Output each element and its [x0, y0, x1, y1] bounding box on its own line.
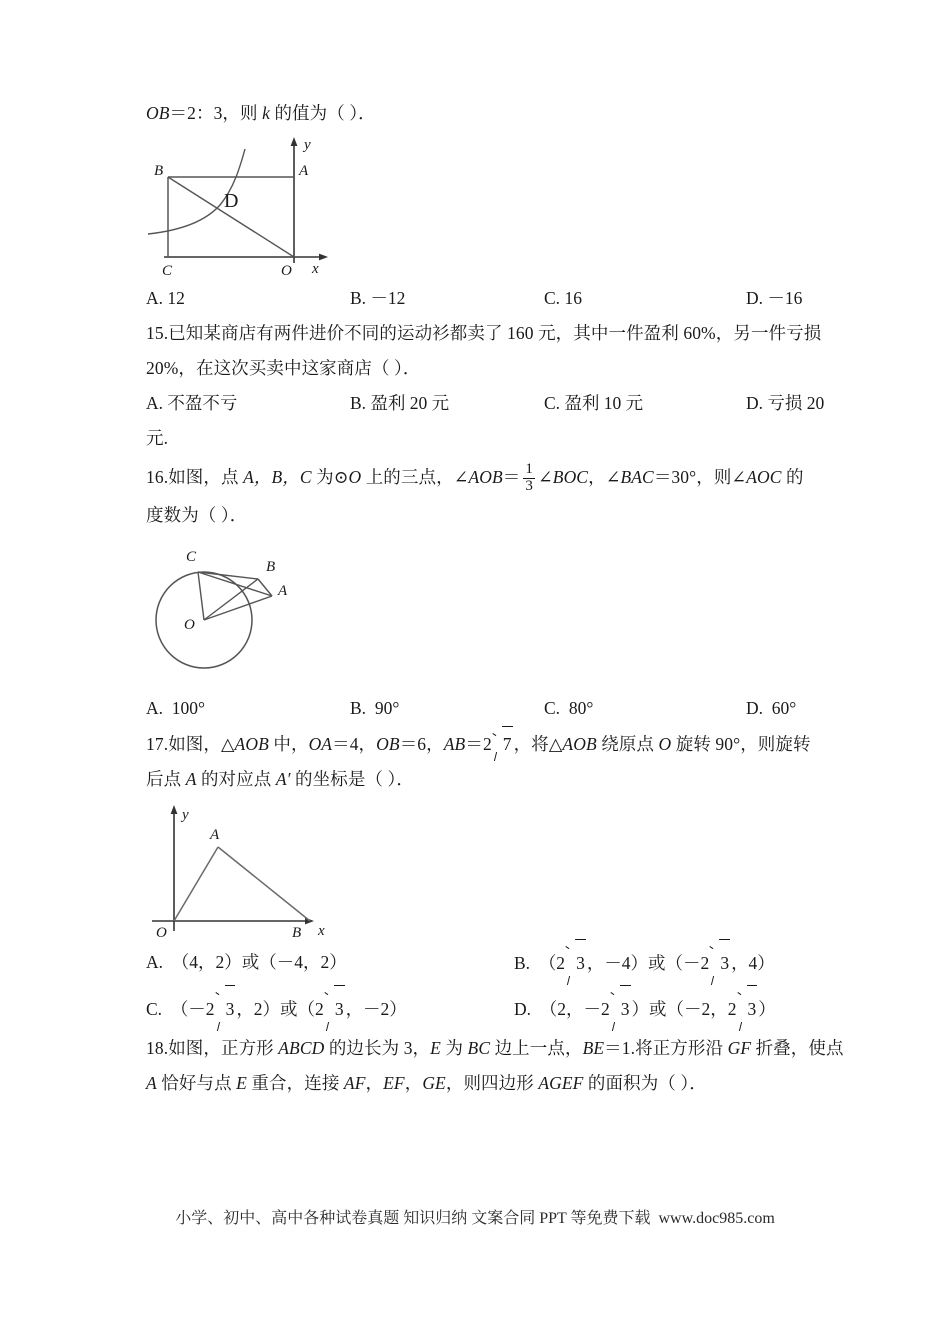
q15-option-a[interactable]: [146, 386, 237, 421]
q15-line-2: [146, 351, 818, 386]
q18-text-line2-c: ，: [365, 1073, 384, 1093]
q17-text-f: ，将△: [513, 734, 563, 754]
q18-text-line2-e: ，则四边形: [445, 1073, 539, 1093]
q14-label-C: C: [162, 263, 173, 279]
q18-point-E-2: E: [236, 1073, 247, 1093]
q18-text-line2-d: ，: [404, 1073, 423, 1093]
q17-label-A: A: [210, 827, 220, 843]
q14-label-O: O: [281, 263, 292, 279]
q17-option-c-radicand-1: 3: [225, 985, 236, 1032]
q16-option-b[interactable]: [350, 691, 399, 726]
q14-option-c-key: C.: [544, 288, 561, 308]
q17-point-A: A: [185, 769, 197, 789]
q14-label-D: D: [224, 190, 239, 212]
q17-sqrt-radicand: 7: [502, 726, 513, 762]
q16-option-c[interactable]: [544, 691, 593, 726]
q18-point-E: E: [430, 1038, 441, 1058]
q16-angle-AOB: AOB: [468, 467, 503, 487]
q17-seg-AB: AB: [443, 734, 466, 754]
q18-text-f: 折叠，使点: [751, 1038, 844, 1058]
q15-option-c-key: C.: [544, 393, 561, 413]
q14-mid-text: ＝2：3，则: [169, 103, 263, 123]
q18-text-b: 的边长为 3，: [324, 1038, 431, 1058]
q14-figure: [146, 131, 818, 281]
q16-label-A: A: [278, 583, 288, 599]
q16-fraction-numerator: 1: [525, 461, 534, 478]
q18-seg-BC: BC: [467, 1038, 491, 1058]
q14-option-b-key: B.: [350, 288, 367, 308]
q14-option-b[interactable]: [350, 281, 405, 316]
q17-label-O: O: [156, 925, 167, 939]
q17-options-row-2: [146, 985, 818, 1031]
q14-label-y-axis: y: [304, 137, 311, 153]
q16-option-b-text: 90°: [374, 698, 400, 718]
q17-line-2: [146, 762, 818, 797]
q18-text-a: 如图，正方形: [168, 1038, 279, 1058]
q17-option-d-sqrt-2: [738, 985, 758, 1032]
page-footer: [0, 1205, 950, 1228]
q17-option-d-p2: ）或（－2，2: [631, 999, 737, 1019]
q17-options-row-1: [146, 939, 818, 985]
q15-option-d-wrap-text: 元.: [146, 428, 169, 448]
q14-label-B: B: [154, 163, 164, 179]
q17-text-line2-a: 后点: [146, 769, 186, 789]
q17-text-b: 中，: [268, 734, 309, 754]
q17-option-b-key: B.: [514, 953, 531, 973]
q17-option-b-p4: ，4）: [731, 953, 775, 973]
q14-option-d-text: －16: [767, 288, 803, 308]
q16-option-c-key: C.: [544, 698, 561, 718]
q16-text-line2: 度数为（ ）．: [146, 505, 248, 525]
q16-text-c: 上的三点，∠: [361, 467, 469, 487]
q17-option-b-p0: （2: [538, 953, 566, 973]
q17-option-b-radicand-2: 3: [719, 939, 730, 986]
q17-option-d-p0: （2，－2: [539, 999, 610, 1019]
q16-option-a-key: A.: [146, 698, 164, 718]
q14-option-d[interactable]: [746, 281, 802, 316]
q14-option-a[interactable]: [146, 281, 185, 316]
q17-seg-OA: OA: [308, 734, 333, 754]
q17-option-c-sqrt-2: [325, 985, 345, 1032]
q17-origin-O: O: [658, 734, 672, 754]
q17-triangle-AOB-2: AOB: [562, 734, 597, 754]
q18-text-line2-f: 的面积为（ ）．: [583, 1073, 707, 1093]
q16-option-a-text: 100°: [171, 698, 206, 718]
q16-points-label: A，B，C: [243, 467, 312, 487]
q16-text-e: ，∠: [588, 467, 621, 487]
q16-angle-AOC: AOC: [746, 467, 782, 487]
q17-option-d-key: D.: [514, 999, 532, 1019]
q17-option-d-p4: ）: [758, 999, 776, 1019]
q17-option-c-key: C.: [146, 999, 163, 1019]
q18-text-d: 边上一点，: [490, 1038, 583, 1058]
q16-line-1: [146, 456, 818, 498]
page-content: [146, 96, 844, 1101]
q16-option-b-key: B.: [350, 698, 367, 718]
q16-option-c-text: 80°: [568, 698, 594, 718]
q16-label-O: O: [184, 617, 195, 633]
q17-option-a-text: （4，2）或（－4，2）: [171, 952, 347, 972]
q17-option-b[interactable]: [514, 939, 775, 986]
q18-text-line2-b: 重合，连接: [246, 1073, 344, 1093]
q16-number: 16.: [146, 467, 169, 487]
q16-label-C: C: [186, 549, 197, 565]
q15-option-d-wrap: [146, 421, 818, 456]
q18-text-e: ＝1.将正方形沿: [604, 1038, 728, 1058]
q17-option-c-p4: ，－2）: [345, 999, 407, 1019]
q17-label-y-axis: y: [182, 807, 189, 823]
q17-option-c[interactable]: [146, 985, 407, 1032]
q17-option-b-sqrt-2: [710, 939, 730, 986]
q15-option-a-text: 不盈不亏: [167, 393, 238, 413]
q16-options-row: [146, 691, 818, 726]
q15-option-b[interactable]: [350, 386, 449, 421]
q18-text-line2-a: 恰好与点: [156, 1073, 237, 1093]
q18-seg-GE: GE: [422, 1073, 446, 1093]
q17-option-c-radicand-2: 3: [334, 985, 345, 1032]
q15-option-d-text: 亏损 20: [767, 393, 825, 413]
q14-option-a-key: A.: [146, 288, 164, 308]
q17-label-x-axis: x: [318, 923, 325, 939]
q14-label-A: A: [299, 163, 309, 179]
q17-text-h: 旋转 90°，则旋转: [671, 734, 811, 754]
q15-text-line2: 20%，在这次买卖中这家商店（ ）．: [146, 358, 421, 378]
q16-option-d[interactable]: [746, 691, 796, 726]
q18-text-c: 为: [440, 1038, 468, 1058]
q17-sqrt-seven: [493, 726, 513, 762]
q16-option-d-text: 60°: [771, 698, 797, 718]
q14-suffix-text: 的值为（ ）．: [269, 103, 376, 123]
q17-text-line2-c: 的坐标是（ ）．: [290, 769, 414, 789]
q18-seg-AF: AF: [343, 1073, 366, 1093]
q18-square-ABCD: ABCD: [278, 1038, 325, 1058]
q18-seg-EF: EF: [383, 1073, 405, 1093]
q16-text-b: 为⊙: [311, 467, 349, 487]
q17-option-c-p0: （－2: [170, 999, 215, 1019]
q15-option-b-key: B.: [350, 393, 367, 413]
q16-option-a[interactable]: [146, 691, 205, 726]
q14-option-a-text: 12: [167, 288, 185, 308]
q14-OB-label: OB: [146, 103, 170, 123]
q18-line-2: [146, 1066, 818, 1101]
q17-option-b-sqrt-1: [566, 939, 586, 986]
q16-option-d-key: D.: [746, 698, 764, 718]
q14-option-c-text: 16: [564, 288, 582, 308]
q17-option-d-radicand-1: 3: [620, 985, 631, 1032]
q15-option-d[interactable]: [746, 386, 824, 421]
q16-line-2: [146, 498, 818, 533]
q16-label-B: B: [266, 559, 276, 575]
q17-option-b-p2: ，－4）或（－2: [586, 953, 710, 973]
footer-text: 小学、初中、高中各种试卷真题 知识归纳 文案合同 PPT 等免费下载: [175, 1210, 651, 1227]
q17-line-1: [146, 726, 818, 762]
q15-option-c-text: 盈利 10 元: [564, 393, 644, 413]
q18-point-A: A: [146, 1073, 157, 1093]
q17-text-a: 如图，△: [168, 734, 235, 754]
q16-figure: [146, 533, 818, 691]
q17-option-d-sqrt-1: [611, 985, 631, 1032]
q14-k-symbol: k: [262, 103, 270, 123]
q14-tail-line: [146, 96, 818, 131]
q15-number: 15.: [146, 323, 169, 343]
q18-number: 18.: [146, 1038, 169, 1058]
q15-option-d-key: D.: [746, 393, 764, 413]
q18-line-1: [146, 1031, 844, 1066]
q17-option-d-radicand-2: 3: [747, 985, 758, 1032]
q14-option-d-key: D.: [746, 288, 764, 308]
q16-angle-BOC: BOC: [552, 467, 589, 487]
q15-text-line1: 已知某商店有两件进价不同的运动衫都卖了 160 元，其中一件盈利 60%，另一件亏损: [168, 323, 822, 343]
q17-point-A-prime: A′: [275, 769, 291, 789]
q16-text-a: 如图，点: [168, 467, 244, 487]
q15-line-1: [146, 316, 822, 351]
q17-text-d: ＝6，: [399, 734, 444, 754]
q18-fold-line-GF: GF: [727, 1038, 752, 1058]
q17-option-c-sqrt-1: [216, 985, 236, 1032]
q15-options-row: [146, 386, 825, 421]
q17-option-a[interactable]: [146, 939, 347, 985]
q14-options-row: [146, 281, 818, 316]
q17-label-B: B: [292, 925, 302, 939]
q17-text-c: ＝4，: [332, 734, 377, 754]
q16-fraction-one-third: [523, 462, 535, 495]
q16-angle-BAC: BAC: [620, 467, 654, 487]
q15-option-a-key: A.: [146, 393, 164, 413]
q14-option-b-text: －12: [370, 288, 406, 308]
q16-fraction-denominator: 3: [525, 478, 534, 494]
q16-text-f: ＝30°，则∠: [653, 467, 747, 487]
q14-option-c[interactable]: [544, 281, 582, 316]
q17-option-b-radicand-1: 3: [575, 939, 586, 986]
q16-equals: ＝: [502, 467, 521, 487]
q15-option-b-text: 盈利 20 元: [370, 393, 450, 413]
q14-label-x-axis: x: [312, 261, 319, 277]
q17-text-g: 绕原点: [596, 734, 659, 754]
q16-text-g: 的: [781, 467, 804, 487]
q17-number: 17.: [146, 734, 169, 754]
q17-seg-OB: OB: [376, 734, 400, 754]
q17-text-e: ＝2: [465, 734, 492, 754]
q17-text-line2-b: 的对应点: [196, 769, 276, 789]
q17-option-a-key: A.: [146, 952, 164, 972]
q16-text-d: ∠: [538, 467, 553, 487]
q15-option-c[interactable]: [544, 386, 643, 421]
q18-quad-AGEF: AGEF: [538, 1073, 584, 1093]
footer-url: www.doc985.com: [658, 1210, 775, 1227]
q16-circle-O-label: O: [348, 467, 362, 487]
q17-option-d[interactable]: [514, 985, 776, 1032]
q17-option-c-p2: ，2）或（2: [236, 999, 324, 1019]
q17-triangle-AOB: AOB: [234, 734, 269, 754]
q18-seg-BE: BE: [582, 1038, 605, 1058]
q17-figure: [146, 797, 818, 939]
